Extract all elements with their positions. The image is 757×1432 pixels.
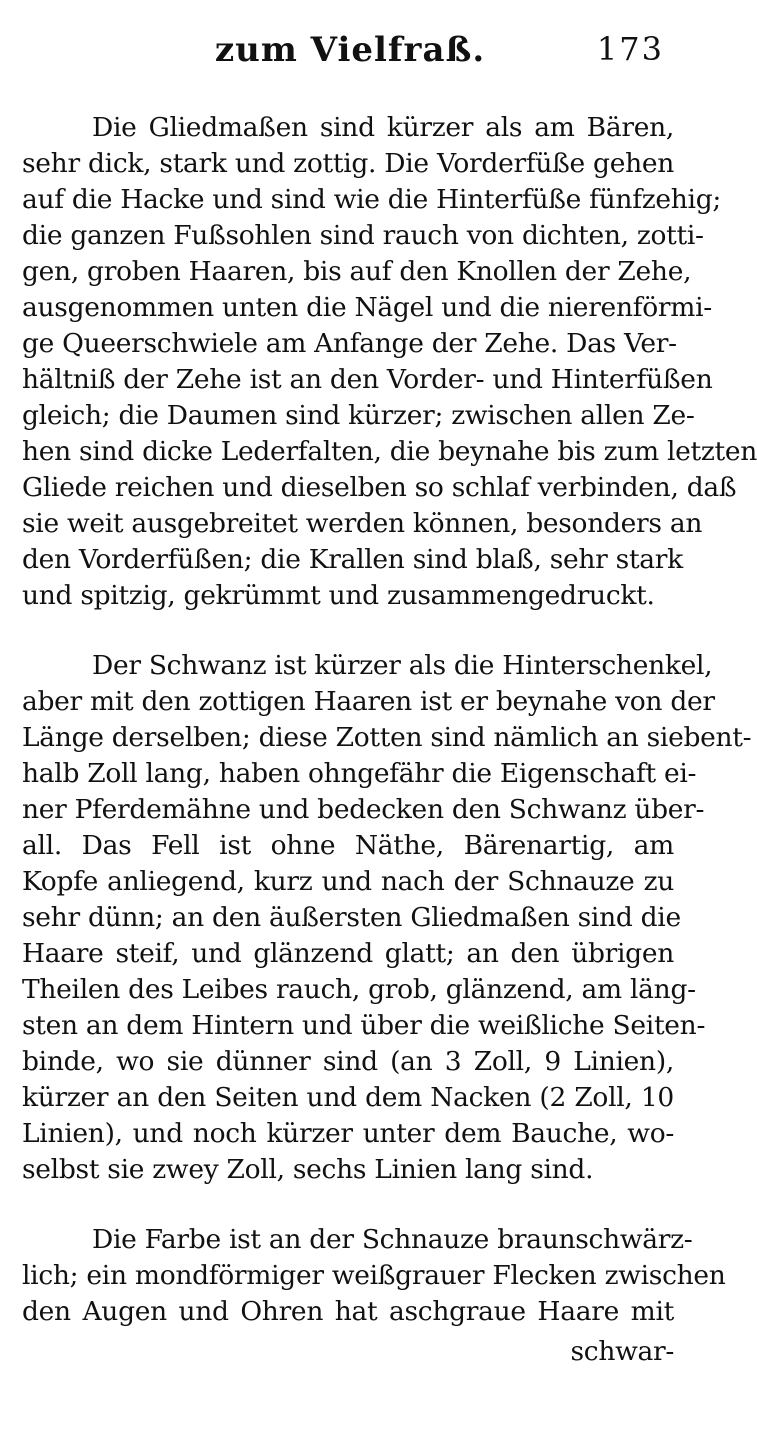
text-line: Kopfe anliegend, kurz und nach der Schnauze zu xyxy=(22,866,674,897)
text-line: sehr dünn; an den äußersten Gliedmaßen sind die xyxy=(22,902,681,933)
text-line: Der Schwanz ist kürzer als die Hinterschenkel, xyxy=(92,650,713,681)
text-line: selbst sie zwey Zoll, sechs Linien lang sind. xyxy=(22,1154,594,1185)
page-number: 173 xyxy=(596,30,664,68)
text-line: sie weit ausgebreitet werden können, besonders an xyxy=(22,508,703,539)
text-line: Länge derselben; diese Zotten sind nämlich an siebent- xyxy=(22,722,752,753)
text-line: ge Queerschwiele am Anfange der Zehe. Das Ver- xyxy=(22,328,677,359)
text-line: Die Gliedmaßen sind kürzer als am Bären, xyxy=(92,112,674,143)
text-line: hen sind dicke Lederfalten, die beynahe bis zum letzten xyxy=(22,436,757,467)
text-line: Haare steif, und glänzend glatt; an den übrigen xyxy=(22,938,674,969)
text-line: kürzer an den Seiten und dem Nacken (2 Zoll, 10 xyxy=(22,1082,674,1113)
text-line: aber mit den zottigen Haaren ist er beynahe von der xyxy=(22,686,715,717)
text-line: gleich; die Daumen sind kürzer; zwischen allen Ze- xyxy=(22,400,695,431)
text-line: Die Farbe ist an der Schnauze braunschwärz- xyxy=(92,1224,693,1255)
text-line: binde, wo sie dünner sind (an 3 Zoll, 9 Linien), xyxy=(22,1046,674,1077)
text-line: sehr dick, stark und zottig. Die Vorderfüße gehen xyxy=(22,148,674,179)
text-line: all. Das Fell ist ohne Näthe, Bärenartig, am xyxy=(22,830,674,861)
text-line: die ganzen Fußsohlen sind rauch von dichten, zotti- xyxy=(22,220,704,251)
text-line: den Vorderfüßen; die Krallen sind blaß, sehr stark xyxy=(22,544,683,575)
text-line: Gliede reichen und dieselben so schlaf verbinden, daß xyxy=(22,472,737,503)
text-line: gen, groben Haaren, bis auf den Knollen der Zehe, xyxy=(22,256,692,287)
text-line: hältniß der Zehe ist an den Vorder- und Hinterfüßen xyxy=(22,364,713,395)
text-line: ausgenommen unten die Nägel und die nierenförmi- xyxy=(22,292,712,323)
text-line: ner Pferdemähne und bedecken den Schwanz über- xyxy=(22,794,705,825)
text-line: sten an dem Hintern und über die weißliche Seiten- xyxy=(22,1010,706,1041)
text-line: und spitzig, gekrümmt und zusammengedruckt. xyxy=(22,580,655,611)
catchword: schwar- xyxy=(570,1336,674,1367)
text-line: Theilen des Leibes rauch, grob, glänzend, am läng- xyxy=(22,974,696,1005)
text-line: Linien), und noch kürzer unter dem Bauche, wo- xyxy=(22,1118,674,1149)
text-line: den Augen und Ohren hat aschgraue Haare mit xyxy=(22,1296,674,1327)
running-head: zum Vielfraß. xyxy=(214,30,486,70)
text-line: halb Zoll lang, haben ohngefähr die Eigenschaft ei- xyxy=(22,758,697,789)
text-line: auf die Hacke und sind wie die Hinterfüße fünfzehig; xyxy=(22,184,721,215)
text-line: lich; ein mondförmiger weißgrauer Flecken zwischen xyxy=(22,1260,726,1291)
